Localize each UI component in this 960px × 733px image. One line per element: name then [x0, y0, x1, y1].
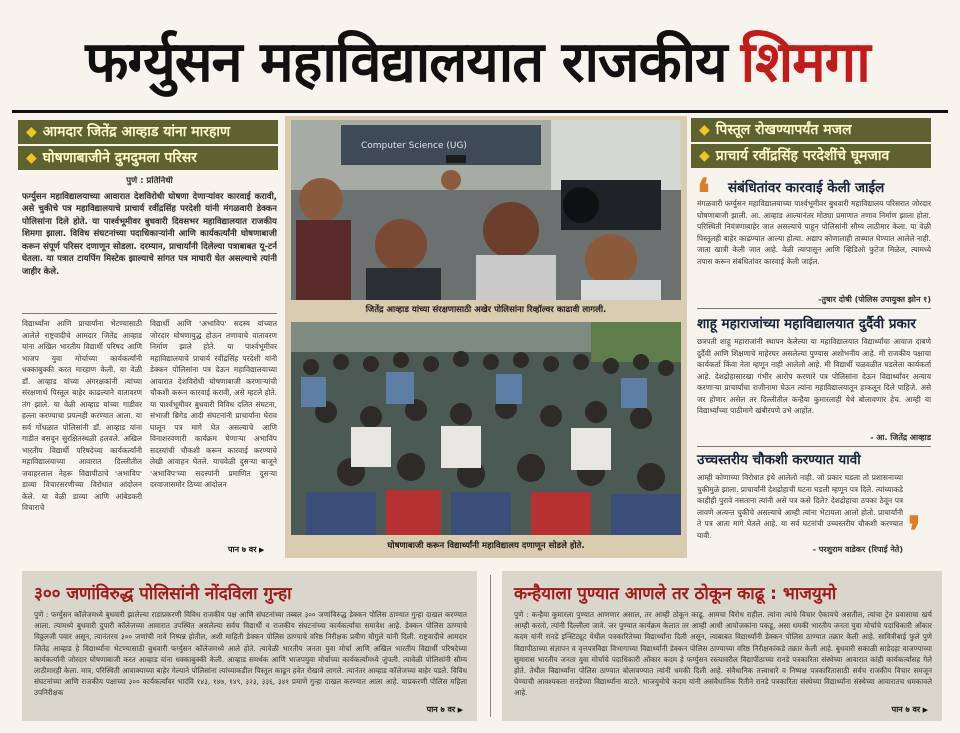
bottom-left-more-link[interactable]: पान ७ वर ▶ — [427, 704, 463, 715]
strap-right-1-text: पिस्तूल रोखण्यापर्यंत मजल — [715, 122, 852, 138]
side2-title: शाहू महाराजांच्या महाविद्यालयात दुर्दैवी प्रकार — [697, 316, 916, 332]
main-column-2: विद्यार्थी आणि 'अभाविप' सदस्य यांच्यात जोरदार घोषणायुद्ध होऊन तणावाचे वातावरण निर्माण झाले होते. या पार्श्वभूमीवर महाविद्यालयाचे प्राचार्य रवींद्रसिंह परदेशी यांनी डेक्कन पोलिसांना पत्र देऊन महाविद्यालयाच्या आवारात देशविरोधी घोषणाबाजी करणाऱ्यांची चौकशी करून कारवाई करावी, असे म्हटले होते. या पार्श्वभूमीवर बुधवारी विविध दलित संघटना, संभाजी ब्रिगेड आदी संघटनांनी प्राचार्यांना घेराव घालून पत्र मागे घेत असल्याचे आणि विनाशरवणारी कार्यक्रम घेणाऱ्या अभाविप सदस्यांची चौकशी करून कारवाई करण्याचे लेखी आवाहन घेतले. याचवेळी दुसऱ्या बाजूने 'अभाविप'च्या सदस्यांनी प्रमाणित दुसऱ्या दरवाजासमोर ठिय्या आंदोलन — [150, 319, 277, 489]
side2-signature: - आ. जितेंद्र आव्हाड — [870, 433, 931, 442]
strap-left-1-text: आमदार जितेंद्र आव्हाड यांना मारहाण — [42, 124, 231, 140]
strap-right-2: ◆ प्राचार्य रवींद्रसिंह परदेशींचे घूमजाव — [691, 144, 931, 168]
side2-body: छत्रपती शाहू महाराजांनी स्थापन केलेल्या या महाविद्यालयात विद्यार्थ्यांचा आवाज दाबणे दुर्दैवी आणि शिक्षणाचे माहेरघर असलेल्या पुण्यास अशोभनीय आहे. मी राजकीय पक्षाचा कार्यकर्ता किंवा नेता म्हणून नाही आलेलो आहे. मी विद्यार्थी चळवळीत घडलेला कार्यकर्ता आहे. देशद्रोहासारखा गंभीर आरोप करणारे पत्र पोलिसांना देऊन विद्यार्थ्यांवर अन्याय करणाऱ्या प्राचार्यांचा राजीनामा घेऊन त्यांना महाविद्यालयातून हाकलून दिले पाहिजे. असे जर होणार असेल तर दिल्लीतील कन्हैया कुमारलाही येथे बोलावणार हेच. आम्ही या विद्यार्थ्यांच्या पाठीमागे खंबीरपणे उभे आहोत. — [697, 337, 931, 415]
bottom-right-story — [502, 571, 942, 721]
bottom-right-title: कन्हैयाला पुण्यात आणले तर ठोकून काढू : भाजयुमो — [514, 584, 837, 604]
bottom-right-more-link[interactable]: पान ७ वर ▶ — [892, 704, 928, 715]
close-quote-icon: ❜ — [908, 508, 921, 555]
photo-crowd — [291, 322, 681, 535]
bottom-left-body: पुणे : फर्ग्युसन कॉलेजमध्ये बुधवारी झालेल्या राडाप्रकरणी विविध राजकीय पक्ष आणि संघटनांच्या तब्बल ३०० जणांविरुद्ध डेक्कन पोलिस ठाण्यात गुन्हा दाखल करण्यात आला. त्यामध्ये बुधवारी दुपारी कॉलेजच्या आवारात उपस्थित असलेल्या सर्वच विद्यार्थी व राजकीय संघटनांच्या कार्यकर्त्यांचा समावेश आहे. डेक्कन पोलिस ठाण्याचे विठ्ठलजी पवार असून, त्यानंतरच ३०० जणांची नावे निष्पन्न होतील, अशी माहिती डेक्कन पोलिस ठाण्याचे वरिष्ठ निरीक्षक प्रवीण चौगुले यांनी दिली. राष्ट्रवादीचे आमदार जितेंद्र आव्हाड हे विद्यार्थ्यांना भेटण्यासाठी बुधवारी फर्ग्युसन कॉलेजमध्ये आले होते. त्यावेळी भारतीय जनता युवा मोर्चा आणि अखिल भारतीय विद्यार्थी परिषदेच्या कार्यकर्त्यांनी जोरदार घोषणाबाजी करत आव्हाड यांना धक्काबुक्की केली. आव्हाड समर्थक आणि भाजपयुवा मोर्चाच्या कार्यकर्त्यांमध्ये जुंपली. त्यावेळी पोलिसांनी सौम्य लाठीमारही केला. मात्र, परिस्थिती आवाक्याच्या बाहेर गेल्याने पोलिसांना त्यांच्याकडील पिस्तूल काढून हवेत रोखावे लागले. त्यानंतर आव्हाड कॉलेजच्या बाहेर पडले. विविध संघटनांच्या आणि राजकीय पक्षाच्या ३०० कार्यकर्त्यांवर भादंवि १४३, १४७, १४९, ३२३, ३३६, ३४१ प्रमाणे गुन्हा दाखल करण्यात आला आहे. याप्रकरणी पोलिस महिला उपनिरीक्षक — [34, 610, 467, 698]
bottom-left-title: ३०० जणांविरुद्ध पोलिसांनी नोंदविला गुन्हा — [34, 584, 292, 604]
headline-highlight: शिमगा — [740, 30, 870, 95]
side3-title: उच्चस्तरीय चौकशी करण्यात यावी — [697, 452, 861, 468]
side-divider-1 — [697, 308, 931, 309]
bottom-left-story — [22, 571, 477, 721]
side-divider-2 — [697, 446, 931, 447]
main-column-1: विद्यार्थ्यांना आणि प्राचार्यांना भेटण्यासाठी आलेले राष्ट्रवादीचे आमदार जितेंद्र आव्हाड यांना अखिल भारतीय विद्यार्थी परिषद आणि भाजप युवा मोर्चाच्या कार्यकर्त्यांनी धक्काबुक्की करत मारहाण केली. या वेळी डॉ. आव्हाड यांच्या अंगरक्षकांनी त्यांच्या संरक्षणार्थ पिस्तूल बाहेर काढल्याने वातावरण तंग झाले. या वेळी आव्हाड यांच्या गाडीवर हल्ला करण्याचा प्रयत्नही करण्यात आला. या सर्व गोंधळात पोलिसांनी डॉ. आव्हाड यांना गाडीत बसवून सुरक्षितस्थळी हलवले. अखिल भारतीय विद्यार्थी परिषदेच्या कार्यकर्त्यांनी महाविद्यालयाच्या आवारात दिल्लीतील जवाहरलाल नेहरू विद्यापीठाचे 'अभाविप' डाव्या विचारसरणीच्या विरोधात आंदोलन केले. या वेळी डाव्या आणि आंबेडकरी विचाराचे — [22, 319, 142, 512]
headline-main: फर्ग्युसन महाविद्यालयात राजकीय — [85, 30, 727, 95]
open-quote-icon: ❛ — [697, 170, 710, 217]
main-lead-block — [22, 176, 277, 306]
side1-body: मंगळवारी फर्ग्युसन महाविद्यालयाच्या पार्श्वभूमीवर बुधवारी महाविद्यालय परिसरात जोरदार घोषणाबाजी झाली. आ. आव्हाड आल्यानंतर मोठ्या प्रमाणात तणाव निर्माण झाला होता. परिस्थिती नियंत्रणाबाहेर जात असल्याचे पाहून पोलिसांनी सौम्य लाठीमार केला. या वेळी पिस्तूलही बाहेर काढण्यात आल्या होत्या. अद्याप कोणालाही ताब्यात घेण्यात आलेले नाही. जाता खात्री केली जात आहे. वेळी त्यापासून आणि व्हिडिओ फुटेज मिळेल, त्यामध्ये तपास करून संबंधितांवर कारवाई केली जाईल. — [697, 199, 931, 266]
headline — [20, 22, 935, 104]
strap-right-1: ◆ पिस्तूल रोखण्यापर्यंत मजल — [691, 118, 931, 142]
side1-signature: -तुषार दोषी (पोलिस उपायुक्त झोन १) — [818, 295, 931, 304]
side1-title: संबंधितांवर कारवाई केली जाईल — [728, 180, 885, 196]
bottom-right-body: पुणे : कन्हैया कुमारला पुण्यात आणणार असाल, तर आम्ही ठोकून काढू. आमचा विरोध राहील. त्यांना त्यांचे विचार ऐकायचे असतील, त्यांचा ट्रेन प्रवासाचा खर्च आम्ही करतो, त्यांनी दिल्लीला जावे. जर पुण्यात कार्यक्रम केलात तर आम्ही आधी आयोजकांना पकडू, असा धमकी भारतीय जनता युवा मोर्चाचे पदाधिकारी ओंकार कदम यांनी रानडे इन्स्टिट्यूट येथील पत्रकारितेच्या विद्यार्थ्यांना दिली असून, त्याबाबत विद्यार्थ्यांनी डेक्कन पोलिस ठाण्यात तक्रार केली आहे. सावित्रीबाई फुले पुणे विद्यापीठाच्या संज्ञापन व वृत्तपत्रविद्या विभागाच्या विद्यार्थ्यांनी डेक्कन पोलिस ठाण्याच्या वरिष्ठ निरीक्षकांकडे तक्रार केली आहे. बुधवारी सकाळी साडेदहा वाजण्याच्या सुमारास भारतीय जनता युवा मोर्चाचे पदाधिकारी ओंकार कदम हे फर्ग्युसन रस्त्यावरील विद्यापीठाच्या रानडे पत्रकारिता संस्थेच्या आवारात कांही कार्यकर्त्यांसह गेले होते. तेथील विद्यार्थ्यांना पोलिस ठाण्यात बोलावण्यात त्यांनी धमकी दिली आहे. संवैधानिक तत्त्वाधारे व निष्पक्ष पत्रकारितासाठी सर्वच राजकीय विचार समजून घेण्याची आवश्यकता रानडेच्या विद्यार्थ्यांना वाटते. भाजयुमोचे कदम यांनी असंवैधानिक रितीने रानडे पत्रकारिता संस्थेच्या विद्यार्थ्यांना संस्थेच्या आवारातच धमकावले आहे. — [514, 610, 932, 698]
headline-rule — [12, 110, 948, 113]
main-more-link[interactable]: पान ७ वर ▶ — [228, 544, 264, 555]
divider — [22, 313, 277, 314]
side3-body: आम्ही कोणाच्या विरोधात इथे आलेलो नाही. जो प्रकार घडला तो प्रशासनाच्या चुकीमुळे झाला. प्राचार्यांनी देशद्रोहाची घटना घडली म्हणून पत्र दिले. त्यांच्याकडे काहीही पुरावे नसताना त्यांनी असे पत्र कसे दिले? देशद्रोहाचा ठपका ठेवून पत्र लावणे अत्यन्त चुकीचे असल्याचे आम्ही त्यांना भेटायला आलो होतो. प्राचार्यांनी ते पत्र आता मागे घेतले आहे. या सर्व घटनांची उच्चस्तरीय चौकशी करण्यात यावी. — [697, 473, 903, 540]
photo-revolver — [291, 120, 681, 300]
strap-left-2: ◆ घोषणाबाजीने दुमदुमला परिसर — [18, 146, 278, 170]
dateline: पुणे : प्रतिनिधी — [126, 176, 173, 186]
photo2-caption: घोषणाबाजी करून विद्यार्थ्यांनी महाविद्यालय दणाणून सोडले होते. — [387, 541, 585, 551]
strap-left-1: ◆ आमदार जितेंद्र आव्हाड यांना मारहाण — [18, 120, 278, 144]
bottom-separator — [490, 575, 491, 717]
strap-left-2-text: घोषणाबाजीने दुमदुमला परिसर — [42, 150, 197, 166]
photo-panel — [285, 116, 687, 558]
signboard-text: Computer Science (UG) — [361, 141, 467, 151]
photo1-caption: जितेंद्र आव्हाड यांच्या संरक्षणासाठी अखेर पोलिसांना रिव्हॉल्वर काढावी लागली. — [365, 305, 607, 315]
strap-right-2-text: प्राचार्य रवींद्रसिंह परदेशींचे घूमजाव — [715, 148, 890, 164]
lead-paragraph: फर्ग्युसन महाविद्यालयाच्या आवारात देशविरोधी घोषणा देणाऱ्यांवर कारवाई करावी, असे चुकीचे पत्र महाविद्यालयाचे प्राचार्य रवींद्रसिंह परदेशी यांनी मंगळवारी डेक्कन पोलिसांना दिले होते. या पार्श्वभूमीवर बुधवारी दिवसभर महाविद्यालयात राजकीय शिमगा झाला. विविध संघटनांच्या पदाधिकाऱ्यांनी आणि कार्यकर्त्यांनी घोषणाबाजी करून संपूर्ण परिसर दणाणून सोडला. दरम्यान, प्राचार्यांनी दिलेल्या पत्राबाबत यू-टर्न घेतला. या पत्रात टायपिंग मिस्टेक झाल्याचे सांगत पत्र माघारी घेत असल्याचे त्यांनी जाहीर केले. — [22, 191, 277, 277]
side3-signature: - परशुराम वाडेकर (रिपाई नेते) — [812, 545, 903, 554]
